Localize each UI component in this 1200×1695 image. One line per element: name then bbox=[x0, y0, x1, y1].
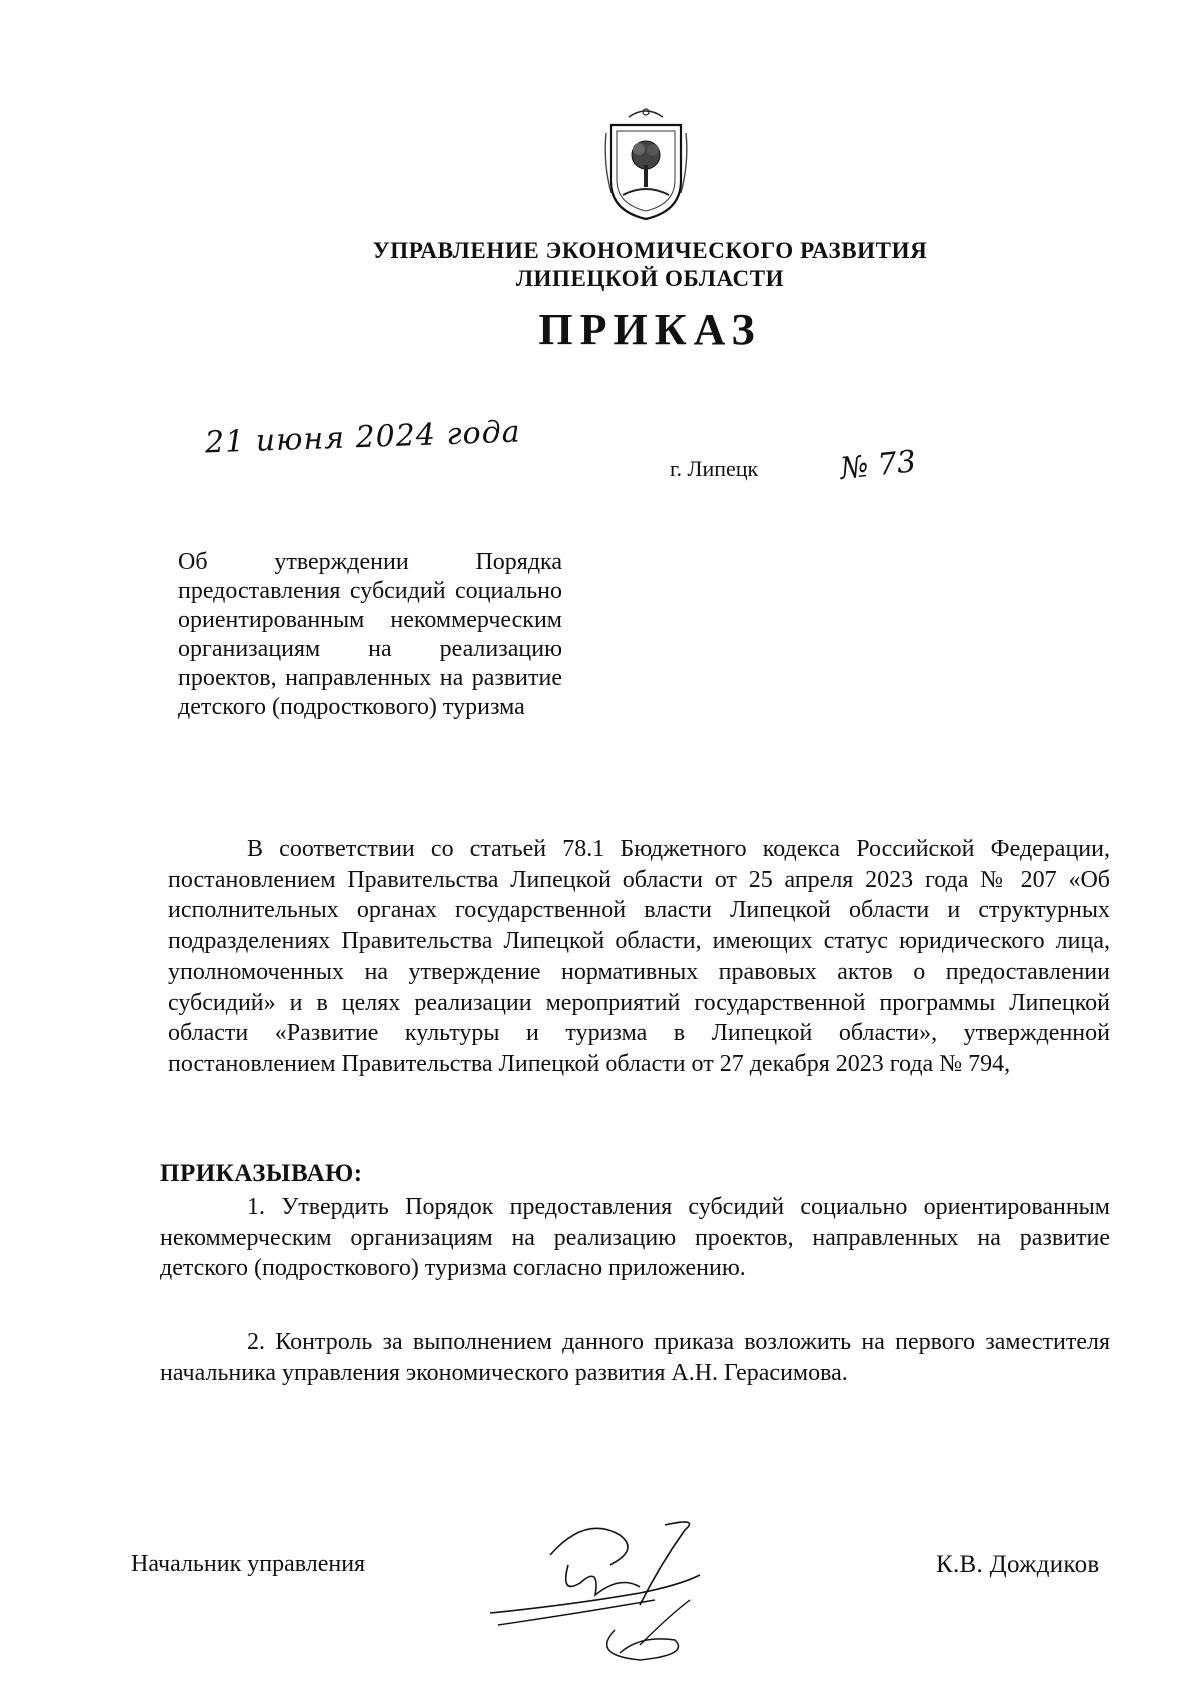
document-type-title: ПРИКАЗ bbox=[538, 305, 762, 354]
handwritten-signature bbox=[490, 1495, 760, 1685]
document-city: г. Липецк bbox=[670, 456, 759, 481]
document-subject: Об утверждении Порядка предоставления субсидий социально ориентированным некоммерческим организациям на реализацию проектов, направленных на развитие детского (подросткового) туризма bbox=[178, 549, 562, 720]
preamble-paragraph: В соответствии со статьей 78.1 Бюджетного кодекса Российской Федерации, постановлением Правительства Липецкой области от 25 апреля 2023 года № 207 «Об исполнительных органах государственной власти Липецкой области и структурных подразделениях Правительства Липецкой области, имеющих статус юридического лица, уполномоченных на утверждение нормативных правовых актов о предоставлении субсидий» и в целях реализации мероприятий государственной программы Липецкой области «Развитие культуры и туризма в Липецкой области», утвержденной постановлением Правительства Липецкой области от 27 декабря 2023 года № 794, bbox=[168, 836, 1110, 1077]
order-item-1: 1. Утвердить Порядок предоставления субсидий социально ориентированным некоммерческим организациям на реализацию проектов, направленных на развитие детского (подросткового) туризма согласно приложению. bbox=[160, 1194, 1110, 1282]
coat-of-arms-emblem bbox=[601, 103, 691, 223]
order-item-2: 2. Контроль за выполнением данного приказа возложить на первого заместителя начальника управления экономического развития А.Н. Герасимова. bbox=[160, 1329, 1110, 1386]
signatory-name: К.В. Дождиков bbox=[936, 1551, 1100, 1578]
signatory-position: Начальник управления bbox=[131, 1551, 366, 1577]
document-number: № 73 bbox=[838, 444, 918, 487]
organization-name-line1: УПРАВЛЕНИЕ ЭКОНОМИЧЕСКОГО РАЗВИТИЯ bbox=[372, 238, 928, 263]
order-keyword: ПРИКАЗЫВАЮ: bbox=[160, 1160, 363, 1187]
organization-name-line2: ЛИПЕЦКОЙ ОБЛАСТИ bbox=[515, 266, 785, 291]
document-date: 21 июня 2024 года bbox=[204, 414, 522, 461]
